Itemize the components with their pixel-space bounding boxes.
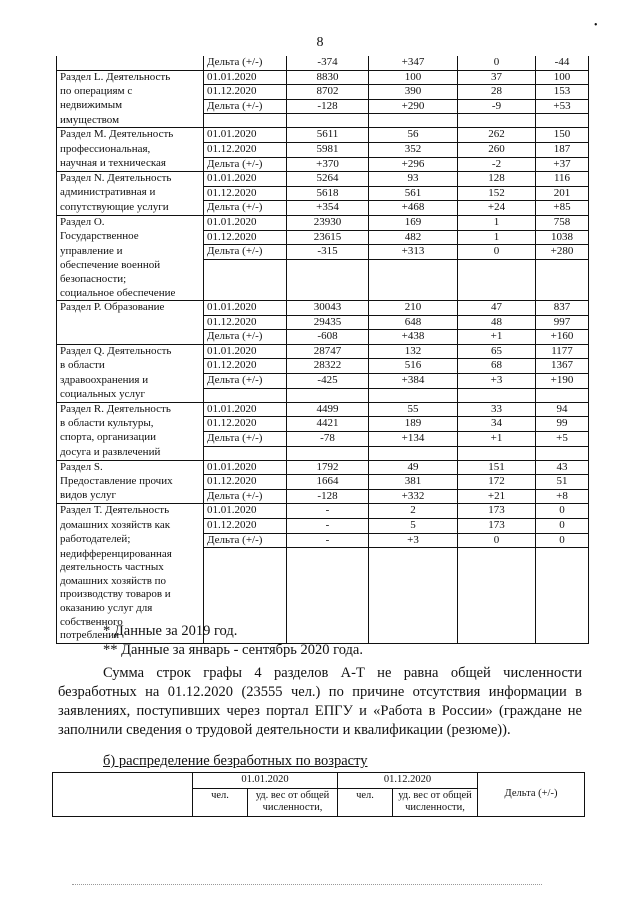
cell-value: 5981 [287,143,369,158]
cell-value: 128 [458,172,536,187]
cell-value: +85 [536,201,589,216]
table-row [57,99,589,114]
row-date: 01.01.2020 [204,301,287,316]
table-row [57,216,589,231]
row-date [204,259,287,273]
cell-value: +438 [369,330,458,345]
cell-value: +3 [369,533,458,548]
row-date: Дельта (+/-) [204,157,287,172]
row-date: 01.01.2020 [204,216,287,231]
explanation-paragraph: Сумма строк графы 4 разделов А-Т не равна общей численности безработных на 01.12.2020 (23555 чел.) по причине отсутствия информации в заявлениях, поступивших через портал ЕПГУ и «Работа в России» (граждане не заполнили сведения о трудовой деятельности и квалификации (резюме)). [58,665,582,738]
row-date [204,273,287,287]
row-date [204,446,287,460]
cell-value: 34 [458,417,536,432]
cell-value: 173 [458,504,536,519]
row-date: Дельта (+/-) [204,245,287,260]
cell-value: +53 [536,99,589,114]
cell-value: -9 [458,99,536,114]
row-label: управление и [57,245,204,260]
page-number: 8 [316,35,324,50]
row-label: в области [57,359,204,374]
cell-value: 8702 [287,85,369,100]
cell-value: 49 [369,460,458,475]
cell-value: +3 [458,374,536,389]
cell-value: 0 [458,56,536,70]
table-row [57,301,589,316]
cell-value [369,287,458,301]
table-row [57,56,589,70]
row-date: 01.01.2020 [204,128,287,143]
row-date: 01.12.2020 [204,143,287,158]
table-row [57,504,589,519]
cell-value [536,561,589,575]
table-row [57,548,589,562]
table-row [57,330,589,345]
cell-value: 132 [369,344,458,359]
cell-value: 153 [536,85,589,100]
row-date: Дельта (+/-) [204,431,287,446]
table-row [57,172,589,187]
row-date [204,575,287,589]
cell-value: +24 [458,201,536,216]
table-row [57,70,589,85]
row-label: работодателей; [57,533,204,548]
row-label: имуществом [57,114,204,128]
cell-value: 758 [536,216,589,231]
cell-value: 189 [369,417,458,432]
row-date: 01.01.2020 [204,504,287,519]
row-date: Дельта (+/-) [204,99,287,114]
cell-value: 2 [369,504,458,519]
row-label: социальное обеспечение [57,287,204,301]
cell-value: 172 [458,475,536,490]
cell-value: 29435 [287,315,369,330]
cell-value: 4499 [287,402,369,417]
cell-value [536,575,589,589]
cell-value: 648 [369,315,458,330]
table-row [57,388,589,402]
row-label: собственного [57,616,204,630]
cell-value: 43 [536,460,589,475]
cell-value [458,602,536,616]
row-label: Предоставление прочих [57,475,204,490]
cell-value [536,588,589,602]
cell-value: 381 [369,475,458,490]
cell-value: 262 [458,128,536,143]
cell-value [287,561,369,575]
table-row [57,575,589,589]
cell-value: 0 [536,533,589,548]
table-row [57,114,589,128]
row-date [204,287,287,301]
cell-value: 33 [458,402,536,417]
row-label: здравоохранения и [57,374,204,389]
cell-value: 0 [458,245,536,260]
age-header-share-1: уд. вес от общей численности, [248,788,338,816]
table-row [57,489,589,504]
cell-value [536,273,589,287]
cell-value [287,273,369,287]
cell-value: 28 [458,85,536,100]
cell-value: 561 [369,186,458,201]
cell-value [369,548,458,562]
table-row [57,186,589,201]
cell-value: 5264 [287,172,369,187]
table-row [57,519,589,534]
cell-value: 482 [369,230,458,245]
cell-value: +468 [369,201,458,216]
cell-value: -44 [536,56,589,70]
cell-value [536,388,589,402]
row-label: производству товаров и [57,588,204,602]
cell-value: +290 [369,99,458,114]
table-row [57,475,589,490]
cell-value: 210 [369,301,458,316]
cell-value: 100 [536,70,589,85]
table-row [57,460,589,475]
cell-value: -425 [287,374,369,389]
cell-value [369,388,458,402]
row-label: Раздел S. [57,460,204,475]
cell-value: 30043 [287,301,369,316]
age-section-title: б) распределение безработных по возрасту [103,753,368,769]
row-label: потребления [57,629,204,643]
cell-value: 187 [536,143,589,158]
cell-value: 1 [458,216,536,231]
cell-value: 55 [369,402,458,417]
cell-value [369,259,458,273]
row-label: недвижимым [57,99,204,114]
cell-value: 100 [369,70,458,85]
cell-value [287,588,369,602]
cell-value [458,561,536,575]
cell-value: -2 [458,157,536,172]
row-label: административная и [57,186,204,201]
cell-value [536,114,589,128]
cell-value [287,287,369,301]
cell-value [369,446,458,460]
cell-value: 997 [536,315,589,330]
row-date [204,114,287,128]
row-label [57,315,204,330]
cell-value: +296 [369,157,458,172]
cell-value [458,588,536,602]
row-date: 01.12.2020 [204,359,287,374]
cell-value [287,388,369,402]
row-label: профессиональная, [57,143,204,158]
row-label: в области культуры, [57,417,204,432]
row-label: Раздел Р. Образование [57,301,204,316]
cell-value [287,548,369,562]
cell-value: 37 [458,70,536,85]
cell-value [287,602,369,616]
cell-value: 1792 [287,460,369,475]
cell-value: 23930 [287,216,369,231]
cell-value: - [287,519,369,534]
row-date: 01.01.2020 [204,460,287,475]
table-row [57,561,589,575]
row-date: Дельта (+/-) [204,489,287,504]
age-header-persons-2: чел. [338,788,393,816]
cell-value: +21 [458,489,536,504]
table-row [57,344,589,359]
cell-value: 23615 [287,230,369,245]
row-date [204,588,287,602]
row-date: 01.12.2020 [204,475,287,490]
cell-value: - [287,533,369,548]
row-date [204,548,287,562]
cell-value: - [287,504,369,519]
table-row [57,157,589,172]
cell-value [458,446,536,460]
cell-value [458,273,536,287]
cell-value: 152 [458,186,536,201]
sections-table [56,56,589,644]
table-row [57,85,589,100]
cell-value: 28322 [287,359,369,374]
cell-value: 5611 [287,128,369,143]
cell-value: +313 [369,245,458,260]
row-date: 01.12.2020 [204,186,287,201]
cell-value: 837 [536,301,589,316]
cell-value: +8 [536,489,589,504]
row-label [57,56,204,70]
cell-value [458,259,536,273]
age-table [52,772,585,817]
row-label: обеспечение военной [57,259,204,273]
row-label: оказанию услуг для [57,602,204,616]
cell-value: 48 [458,315,536,330]
cell-value [458,114,536,128]
cell-value [536,287,589,301]
cell-value [369,575,458,589]
notes [0,622,640,740]
row-label: Раздел Q. Деятельность [57,344,204,359]
cell-value: +134 [369,431,458,446]
cell-value [536,548,589,562]
cell-value: -374 [287,56,369,70]
row-label: Раздел N. Деятельность [57,172,204,187]
row-label: сопутствующие услуги [57,201,204,216]
cell-value: 201 [536,186,589,201]
cell-value: 68 [458,359,536,374]
age-header-date1: 01.01.2020 [193,773,338,789]
cell-value [536,446,589,460]
cell-value: +5 [536,431,589,446]
cell-value [287,114,369,128]
row-date: 01.01.2020 [204,172,287,187]
row-date: Дельта (+/-) [204,201,287,216]
table-row [57,359,589,374]
age-header-delta: Дельта (+/-) [478,773,585,817]
row-label: домашних хозяйств как [57,519,204,534]
age-header-persons-1: чел. [193,788,248,816]
cell-value: 390 [369,85,458,100]
row-label: домашних хозяйств по [57,575,204,589]
cell-value: +37 [536,157,589,172]
footnote-2020: ** Данные за январь - сентябрь 2020 года. [103,642,363,658]
cell-value: 93 [369,172,458,187]
cell-value: +190 [536,374,589,389]
cell-value: 47 [458,301,536,316]
cell-value: +280 [536,245,589,260]
cell-value: +160 [536,330,589,345]
table-row [57,431,589,446]
cell-value [287,259,369,273]
cell-value: +384 [369,374,458,389]
cell-value: 56 [369,128,458,143]
cell-value [458,287,536,301]
cell-value [536,602,589,616]
row-date: 01.01.2020 [204,70,287,85]
row-date: 01.12.2020 [204,230,287,245]
table-row [57,374,589,389]
table-row [57,446,589,460]
row-label: научная и техническая [57,157,204,172]
cell-value: 1664 [287,475,369,490]
row-label: недифференцированная [57,548,204,562]
cell-value: 28747 [287,344,369,359]
table-row [57,245,589,260]
cell-value: +354 [287,201,369,216]
cell-value: +1 [458,431,536,446]
cell-value: 150 [536,128,589,143]
row-label: Раздел L. Деятельность [57,70,204,85]
table-row [57,602,589,616]
cell-value: 173 [458,519,536,534]
row-label: досуга и развлечений [57,446,204,460]
cell-value: +347 [369,56,458,70]
row-date: Дельта (+/-) [204,56,287,70]
cell-value [369,561,458,575]
row-date: Дельта (+/-) [204,330,287,345]
row-date: Дельта (+/-) [204,374,287,389]
footnote-2019: * Данные за 2019 год. [103,623,238,639]
cell-value [369,273,458,287]
table-row [57,588,589,602]
row-label: Раздел О. [57,216,204,231]
cell-value: -315 [287,245,369,260]
cell-value [458,548,536,562]
cell-value [287,575,369,589]
cell-value: 1 [458,230,536,245]
row-date: 01.12.2020 [204,519,287,534]
row-label: социальных услуг [57,388,204,402]
row-date: 01.12.2020 [204,315,287,330]
cell-value: 8830 [287,70,369,85]
row-date [204,561,287,575]
row-label: Раздел Т. Деятельность [57,504,204,519]
cell-value: +332 [369,489,458,504]
row-label: Государственное [57,230,204,245]
row-date: 01.01.2020 [204,402,287,417]
table-row [57,201,589,216]
cell-value [458,575,536,589]
row-label: спорта, организации [57,431,204,446]
row-date: 01.01.2020 [204,344,287,359]
cell-value: 0 [458,533,536,548]
cell-value: 5 [369,519,458,534]
table-row [57,273,589,287]
cell-value: 1177 [536,344,589,359]
row-date: Дельта (+/-) [204,533,287,548]
age-header-date2: 01.12.2020 [338,773,478,789]
row-label: деятельность частных [57,561,204,575]
table-row [57,315,589,330]
cell-value [369,588,458,602]
table-row [57,143,589,158]
cell-value: 94 [536,402,589,417]
cell-value: 51 [536,475,589,490]
cell-value: 5618 [287,186,369,201]
cell-value [458,388,536,402]
table-row [57,533,589,548]
cell-value: -78 [287,431,369,446]
cell-value: +370 [287,157,369,172]
cell-value: +1 [458,330,536,345]
cell-value: -128 [287,99,369,114]
cell-value [369,602,458,616]
row-label [57,330,204,345]
scan-noise [72,884,542,885]
cell-value: 0 [536,504,589,519]
table-row [57,287,589,301]
row-label: Раздел R. Деятельность [57,402,204,417]
table-row [57,230,589,245]
cell-value: 151 [458,460,536,475]
cell-value: -608 [287,330,369,345]
row-label: Раздел М. Деятельность [57,128,204,143]
corner-mark: • [594,20,598,31]
row-date: 01.12.2020 [204,417,287,432]
row-date [204,388,287,402]
table-row [57,128,589,143]
row-date: 01.12.2020 [204,85,287,100]
row-label: по операциям с [57,85,204,100]
row-label: безопасности; [57,273,204,287]
cell-value: 99 [536,417,589,432]
age-header-share-2: уд. вес от общей численности, [393,788,478,816]
row-date [204,602,287,616]
cell-value: 4421 [287,417,369,432]
table-row [57,402,589,417]
cell-value: 352 [369,143,458,158]
cell-value [536,259,589,273]
cell-value [287,446,369,460]
cell-value: 516 [369,359,458,374]
cell-value: 65 [458,344,536,359]
cell-value: -128 [287,489,369,504]
cell-value: 1038 [536,230,589,245]
cell-value: 169 [369,216,458,231]
cell-value: 116 [536,172,589,187]
age-header-blank [53,773,193,817]
table-row [57,259,589,273]
cell-value: 0 [536,519,589,534]
row-label: видов услуг [57,489,204,504]
cell-value [369,114,458,128]
table-row [57,417,589,432]
cell-value: 260 [458,143,536,158]
cell-value: 1367 [536,359,589,374]
